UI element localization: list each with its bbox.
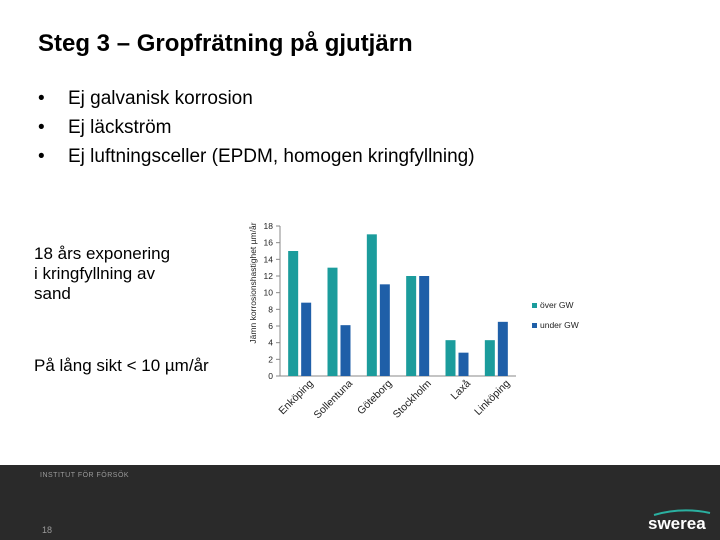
legend-label: under GW — [540, 320, 579, 330]
y-tick-label: 10 — [263, 287, 273, 298]
y-tick-label: 8 — [268, 304, 273, 315]
long-term-note: På lång sikt < 10 µm/år — [34, 356, 209, 375]
bullet-list — [38, 84, 475, 171]
y-tick-label: 14 — [263, 254, 273, 265]
y-tick-label: 4 — [268, 337, 273, 348]
bar-over-gw — [406, 276, 416, 376]
y-tick-label: 6 — [268, 321, 273, 331]
bar-under-gw — [498, 322, 508, 376]
exposure-note-line: 18 års exponering — [34, 244, 171, 263]
exposure-note — [34, 244, 234, 304]
bar-over-gw — [485, 340, 495, 376]
legend-swatch — [532, 323, 537, 328]
bullet-item — [38, 84, 475, 113]
y-tick-label: 16 — [263, 237, 273, 248]
footer-bar — [0, 465, 720, 540]
y-tick-label: 18 — [263, 221, 273, 231]
bullet-item — [38, 142, 475, 171]
page-number: 18 — [42, 525, 53, 535]
y-tick-label: 2 — [268, 354, 273, 365]
bullet-text: Ej luftningsceller (EPDM, homogen kringfyllning) — [68, 146, 475, 167]
legend-label: över GW — [540, 300, 574, 310]
legend-swatch — [532, 303, 537, 308]
category-label: Göteborg — [355, 377, 395, 418]
bar-under-gw — [341, 325, 351, 376]
bullet-symbol: • — [38, 146, 45, 167]
bullet-text: Ej läckström — [68, 117, 172, 138]
bar-over-gw — [446, 340, 456, 376]
bullet-item — [38, 113, 475, 142]
category-label: Linköping — [472, 377, 513, 418]
corrosion-bar-chart — [240, 190, 600, 430]
bar-over-gw — [328, 268, 338, 376]
bar-under-gw — [459, 353, 469, 376]
bar-under-gw — [419, 276, 429, 376]
bullet-symbol: • — [38, 88, 45, 109]
category-label: Sollentuna — [311, 377, 356, 422]
y-tick-label: 12 — [263, 271, 273, 281]
exposure-note-line: i kringfyllning av — [34, 264, 155, 283]
bullet-text: Ej galvanisk korrosion — [68, 88, 253, 109]
category-label: Stockholm — [390, 377, 434, 421]
bar-under-gw — [301, 303, 311, 376]
category-label: Laxå — [448, 377, 474, 403]
swerea-logo: swerea — [648, 514, 706, 533]
bar-under-gw — [380, 284, 390, 376]
y-tick-label: 0 — [268, 371, 273, 381]
category-label: Enköping — [276, 377, 316, 418]
y-axis-label: Jämn korrosionshastighet µm/år — [248, 222, 258, 344]
bar-over-gw — [367, 234, 377, 376]
exposure-note-line: sand — [34, 284, 71, 303]
bar-over-gw — [288, 251, 298, 376]
footer-small-text: INSTITUT FÖR FÖRSÖK — [40, 472, 130, 479]
bullet-symbol: • — [38, 117, 45, 138]
slide-title: Steg 3 – Gropfrätning på gjutjärn — [38, 30, 413, 57]
